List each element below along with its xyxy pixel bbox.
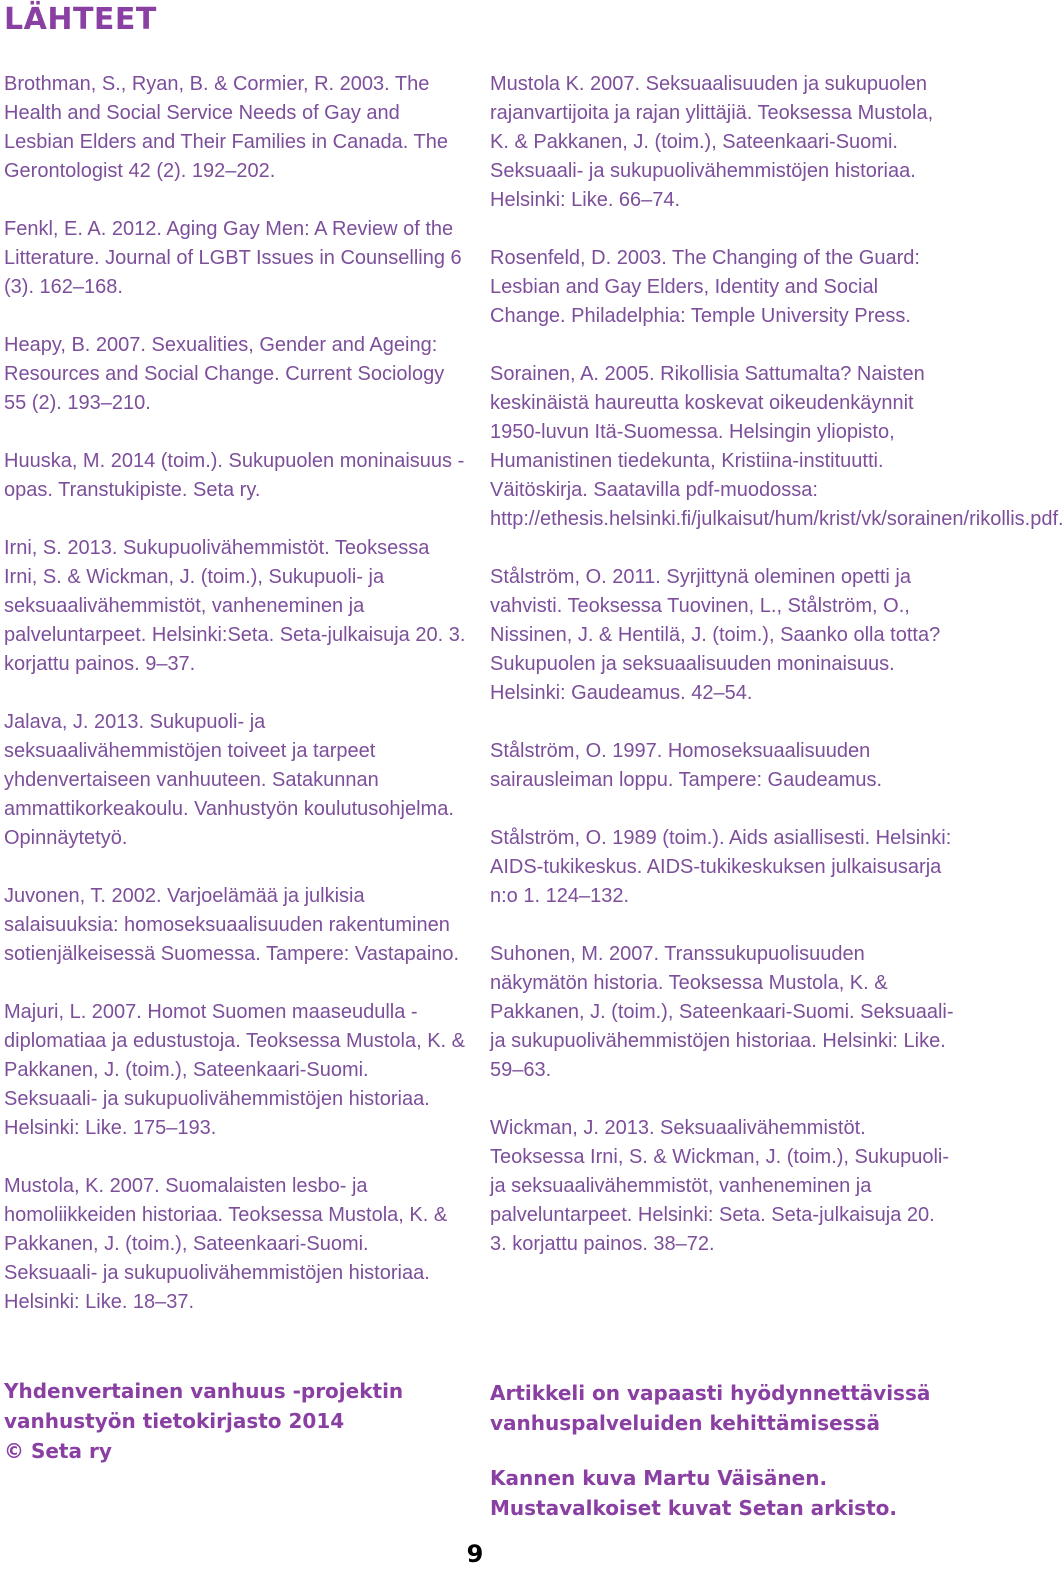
reference-jalava: Jalava, J. 2013. Sukupuoli- ja seksuaalivähemmistöjen toiveet ja tarpeet yhdenvertaiseen vanhuuteen. Satakunnan ammattikorkeakoulu. Vanhustyön koulutusohjelma. Opinnäytetyö. (4, 711, 454, 849)
reference-huuska: Huuska, M. 2014 (toim.). Sukupuolen moninaisuus -opas. Transtukipiste. Seta ry. (4, 450, 465, 501)
reference-stalstrom-1997: Stålström, O. 1997. Homoseksuaalisuuden sairausleiman loppu. Tampere: Gaudeamus. (490, 740, 883, 791)
reference-juvonen: Juvonen, T. 2002. Varjoelämää ja julkisia salaisuuksia: homoseksuaalisuuden rakentuminen sotienjälkeisessä Suomessa. Tampere: Vastapaino. (4, 885, 460, 965)
reference-stalstrom-1989: Stålström, O. 1989 (toim.). Aids asiallisesti. Helsinki: AIDS-tukikeskus. AIDS-tukikeskuksen julkaisusarja n:o 1. 124–132. (490, 827, 952, 907)
usage-note: Artikkeli on vapaasti hyödynnettävissä vanhuspalveluiden kehittämisessä (490, 1381, 931, 1435)
reference-wickman: Wickman, J. 2013. Seksuaalivähemmistöt. Teoksessa Irni, S. & Wickman, J. (toim.), Sukupuoli- ja seksuaalivähemmistöt, vanheneminen ja palveluntarpeet. Helsinki: Seta. Seta-julkaisuja 20. 3. korjattu painos. 38–72. (490, 1117, 950, 1255)
page-title: LÄHTEET (4, 2, 157, 37)
reference-mustola-2007a: Mustola, K. 2007. Suomalaisten lesbo- ja homoliikkeiden historiaa. Teoksessa Mustola, K. & Pakkanen, J. (toim.), Sateenkaari-Suomi. Seksuaali- ja sukupuolivähemmistöjen historiaa. Helsinki: Like. 18–37. (4, 1175, 448, 1313)
photo-credits: Kannen kuva Martu Väisänen. Mustavalkoiset kuvat Setan arkisto. (490, 1466, 897, 1520)
reference-sorainen: Sorainen, A. 2005. Rikollisia Sattumalta? Naisten keskinäistä haureutta koskevat oikeudenkäynnit 1950-luvun Itä-Suomessa. Helsingin yliopisto, Humanistinen tiedekunta, Kristiina-instituutti. Väitöskirja. Saatavilla pdf-muodossa: http://ethesis.helsinki.fi/julkaisut/hum/krist/vk/sorainen/rikollis.pdf. (490, 363, 1064, 530)
page-number: 9 (466, 1540, 484, 1568)
reference-fenkl: Fenkl, E. A. 2012. Aging Gay Men: A Review of the Litterature. Journal of LGBT Issues in Counselling 6 (3). 162–168. (4, 218, 462, 298)
reference-irni: Irni, S. 2013. Sukupuolivähemmistöt. Teoksessa Irni, S. & Wickman, J. (toim.), Sukupuoli- ja seksuaalivähemmistöt, vanheneminen ja palveluntarpeet. Helsinki:Seta. Seta-julkaisuja 20. 3. korjattu painos. 9–37. (4, 537, 466, 675)
reference-heapy: Heapy, B. 2007. Sexualities, Gender and Ageing: Resources and Social Change. Current Sociology 55 (2). 193–210. (4, 334, 445, 414)
references-right-column (490, 70, 1064, 1288)
reference-brothman: Brothman, S., Ryan, B. & Cormier, R. 2003. The Health and Social Service Needs of Gay and Lesbian Elders and Their Families in Canada. The Gerontologist 42 (2). 192–202. (4, 73, 448, 182)
reference-suhonen: Suhonen, M. 2007. Transsukupuolisuuden näkymätön historia. Teoksessa Mustola, K. & Pakkanen, J. (toim.), Sateenkaari-Suomi. Seksuaali- ja sukupuolivähemmistöjen historiaa. Helsinki: Like. 59–63. (490, 943, 954, 1081)
publication-credit: Yhdenvertainen vanhuus -projektin vanhustyön tietokirjasto 2014 © Seta ry (4, 1379, 404, 1463)
reference-majuri: Majuri, L. 2007. Homot Suomen maaseudulla - diplomatiaa ja edustustoja. Teoksessa Mustola, K. & Pakkanen, J. (toim.), Sateenkaari-Suomi. Seksuaali- ja sukupuolivähemmistöjen historiaa. Helsinki: Like. 175–193. (4, 1001, 465, 1139)
reference-mustola-2007b: Mustola K. 2007. Seksuaalisuuden ja sukupuolen rajanvartijoita ja rajan ylittäjiä. Teoksessa Mustola, K. & Pakkanen, J. (toim.), Sateenkaari-Suomi. Seksuaali- ja sukupuolivähemmistöjen historiaa. Helsinki: Like. 66–74. (490, 73, 934, 211)
reference-rosenfeld: Rosenfeld, D. 2003. The Changing of the Guard: Lesbian and Gay Elders, Identity and Social Change. Philadelphia: Temple University Press. (490, 247, 920, 327)
references-left-column (4, 70, 466, 1346)
reference-stalstrom-2011: Stålström, O. 2011. Syrjittynä oleminen opetti ja vahvisti. Teoksessa Tuovinen, L., Stålström, O., Nissinen, J. & Hentilä, J. (toim.), Saanko olla totta? Sukupuolen ja seksuaalisuuden moninaisuus. Helsinki: Gaudeamus. 42–54. (490, 566, 941, 704)
